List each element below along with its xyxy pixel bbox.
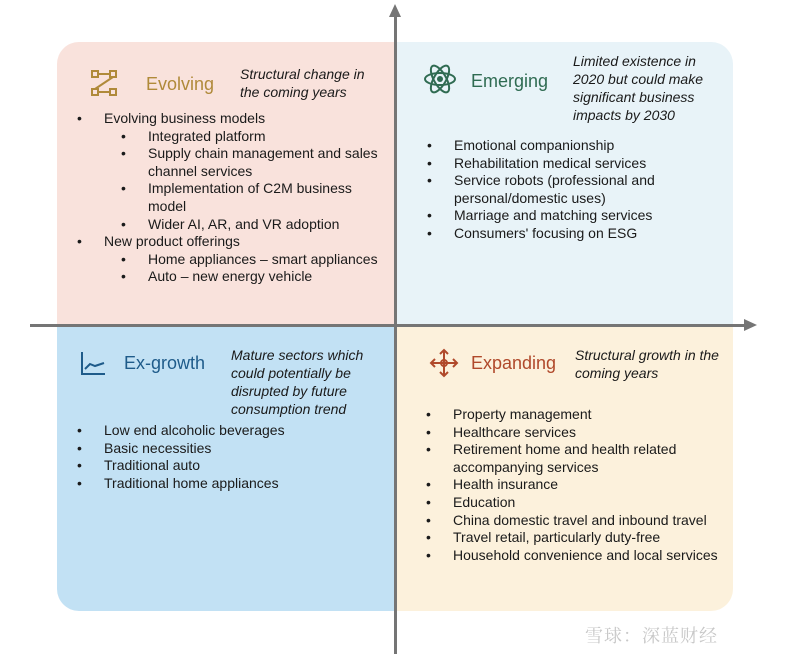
sub-list-item: • Wider AI, AR, and VR adoption [148,216,384,234]
list-item: • Marriage and matching services [454,207,674,225]
evolving-list [104,110,384,286]
expanding-title: Expanding [471,353,557,373]
evolving-title: Evolving [146,74,215,94]
list-item: • Education [453,494,723,512]
sub-list [104,128,384,234]
list-item: • Basic necessities [104,440,374,458]
axis-arrow-up-icon [389,4,401,17]
list-item [104,110,384,233]
list-item: • Household convenience and local services [453,547,723,565]
list-item-label: Evolving business models [104,110,266,126]
list-item: • Health insurance [453,476,723,494]
ex-growth-list [104,422,374,492]
list-item: • Retirement home and health related accompanying services [453,441,723,476]
watermark: 雪球：深蓝财经 [585,626,718,646]
list-item: • Emotional companionship [454,137,674,155]
expand-arrows-icon [428,347,460,384]
sub-list-item: • Home appliances – smart appliances [148,251,384,269]
evolving-note: Structural change in the coming years [240,66,365,100]
list-item: • Consumers' focusing on ESG [454,225,674,243]
list-item [104,233,384,286]
list-item-label: New product offerings [104,233,240,250]
ex-growth-note: Mature sectors which could potentially be disrupted by future consumption trend [231,347,364,417]
ex-growth-title: Ex-growth [124,353,206,373]
axis-arrow-right-icon [744,319,757,331]
list-item: • Service robots (professional and personal/domestic uses) [454,172,674,207]
sub-list-item: • Supply chain management and sales channel services [148,145,384,180]
horizontal-axis [30,324,746,327]
emerging-title: Emerging [471,71,549,91]
list-item: • Low end alcoholic beverages [104,422,374,440]
list-item: • China domestic travel and inbound travel [453,512,723,530]
expanding-list [453,406,723,564]
list-item: • Traditional home appliances [104,475,374,493]
sub-list [104,251,384,286]
list-item: • Traditional auto [104,457,374,475]
atom-icon [423,62,457,101]
expanding-note: Structural growth in the coming years [575,347,719,381]
list-item: • Property management [453,406,723,424]
sub-list-item: • Auto – new energy vehicle [148,268,384,286]
sub-list-item: • Integrated platform [148,128,384,146]
emerging-list [454,137,674,243]
list-item: • Healthcare services [453,424,723,442]
list-item: • Travel retail, particularly duty-free [453,529,723,547]
sub-list-item: • Implementation of C2M business model [148,180,384,215]
vertical-axis [394,14,397,654]
list-item: • Rehabilitation medical services [454,155,674,173]
emerging-note: Limited existence in 2020 but could make significant business impacts by 2030 [573,53,703,123]
workflow-icon [91,70,117,101]
line-chart-icon [80,350,106,381]
